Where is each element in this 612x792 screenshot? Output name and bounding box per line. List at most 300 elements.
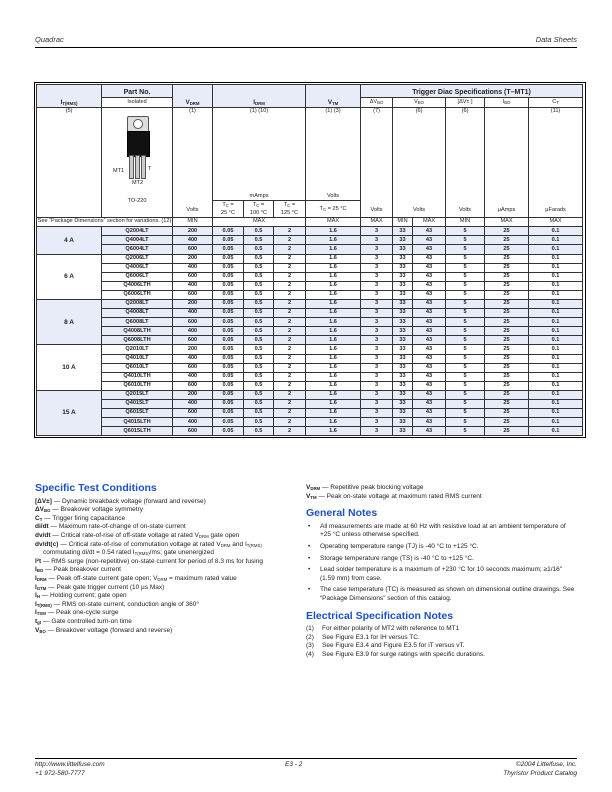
value-cell: 3	[361, 381, 393, 390]
value-cell: 1.6	[306, 245, 361, 254]
col-ct: CT	[529, 98, 583, 107]
value-cell: 400	[173, 263, 213, 272]
part-number-cell: Q2008LT	[102, 299, 173, 308]
table-row	[37, 418, 583, 427]
value-cell: 0.05	[213, 390, 244, 399]
value-cell: 43	[413, 345, 446, 354]
part-number-cell: Q4006LTH	[102, 281, 173, 290]
note-it-rms: (5)	[37, 107, 102, 218]
value-cell: 25	[485, 427, 529, 436]
general-notes-title: General Notes	[306, 507, 378, 520]
value-cell: 0.1	[529, 409, 583, 418]
value-cell: 33	[393, 281, 413, 290]
value-cell: 33	[393, 372, 413, 381]
definition-item: [ΔV±] — Dynamic breakback voltage (forward and reverse)	[35, 497, 206, 505]
value-cell: 1.6	[306, 281, 361, 290]
footer-phone: +1 972-580-7777	[35, 769, 85, 777]
value-cell: 1.6	[306, 336, 361, 345]
part-number-cell: Q2004LT	[102, 227, 173, 236]
spec-table-body	[37, 227, 583, 436]
value-cell: 1.6	[306, 272, 361, 281]
value-cell: 0.1	[529, 345, 583, 354]
value-cell: 3	[361, 272, 393, 281]
test-conditions-list-continued	[306, 484, 578, 501]
value-cell: 25	[485, 336, 529, 345]
value-cell: 2	[274, 400, 306, 409]
value-cell: 1.6	[306, 263, 361, 272]
package-cell	[102, 107, 173, 218]
col-vdrm: VDRM	[173, 85, 213, 108]
limit-ibo: MAX	[485, 218, 529, 227]
value-cell: 2	[274, 354, 306, 363]
table-row	[37, 290, 583, 299]
value-cell: 5	[446, 254, 485, 263]
value-cell: 0.05	[213, 418, 244, 427]
value-cell: 0.1	[529, 354, 583, 363]
value-cell: 2	[274, 290, 306, 299]
value-cell: 3	[361, 363, 393, 372]
table-row	[37, 318, 583, 327]
definition-item: di/dt — Maximum rate-of-change of on-state current	[35, 523, 186, 531]
value-cell: 0.5	[244, 245, 274, 254]
value-cell: 2	[274, 227, 306, 236]
value-cell: 25	[485, 345, 529, 354]
value-cell: 2	[274, 363, 306, 372]
value-cell: 3	[361, 427, 393, 436]
value-cell: 2	[274, 409, 306, 418]
limit-dvbo: MAX	[361, 218, 393, 227]
electrical-note: (1) For either polarity of MT2 with reference to MT1	[306, 625, 460, 633]
value-cell: 43	[413, 381, 446, 390]
value-cell: 200	[173, 299, 213, 308]
value-cell: 1.6	[306, 318, 361, 327]
definition-item: I²t — RMS surge (non-repetitive) on-state current for period of 8.3 ms for fusing	[35, 557, 263, 565]
value-cell: 400	[173, 236, 213, 245]
part-number-cell: Q2006LT	[102, 254, 173, 263]
value-cell: 43	[413, 236, 446, 245]
value-cell: 43	[413, 418, 446, 427]
value-cell: 3	[361, 345, 393, 354]
part-number-cell: Q4004LT	[102, 236, 173, 245]
note-vtm	[306, 107, 361, 201]
definition-item: IT(RMS) — RMS on-state current, conduction angle of 360°	[35, 600, 199, 608]
value-cell: 5	[446, 281, 485, 290]
value-cell: 25	[485, 290, 529, 299]
unit-ibo: µAmps	[497, 206, 516, 213]
part-number-cell: Q2015LT	[102, 390, 173, 399]
value-cell: 25	[485, 363, 529, 372]
table-row	[37, 390, 583, 399]
value-cell: 3	[361, 318, 393, 327]
value-cell: 0.05	[213, 427, 244, 436]
part-number-cell: Q4010LTH	[102, 372, 173, 381]
value-cell: 33	[393, 309, 413, 318]
unit-idrm: mAmps	[249, 192, 269, 199]
header-doc-type: Data Sheets	[535, 35, 577, 44]
value-cell: 5	[446, 309, 485, 318]
value-cell: 25	[485, 281, 529, 290]
definition-item: IH — Holding current; gate open	[35, 592, 127, 600]
value-cell: 5	[446, 381, 485, 390]
value-cell: 0.1	[529, 400, 583, 409]
value-cell: 25	[485, 245, 529, 254]
table-row	[37, 245, 583, 254]
value-cell: 43	[413, 245, 446, 254]
general-notes-list	[306, 523, 578, 604]
value-cell: 600	[173, 336, 213, 345]
value-cell: 33	[393, 327, 413, 336]
current-rating-cell: 10 A	[37, 345, 102, 390]
value-cell: 5	[446, 272, 485, 281]
value-cell: 2	[274, 427, 306, 436]
value-cell: 25	[485, 299, 529, 308]
value-cell: 0.05	[213, 245, 244, 254]
value-cell: 2	[274, 254, 306, 263]
part-number-cell: Q6008LTH	[102, 336, 173, 345]
value-cell: 0.05	[213, 336, 244, 345]
col-ibo: IBO	[485, 98, 529, 107]
value-cell: 5	[446, 390, 485, 399]
value-cell: 43	[413, 299, 446, 308]
value-cell: 5	[446, 418, 485, 427]
value-cell: 1.6	[306, 372, 361, 381]
value-cell: 0.1	[529, 372, 583, 381]
value-cell: 43	[413, 372, 446, 381]
part-number-cell: Q4008LTH	[102, 327, 173, 336]
table-row	[37, 236, 583, 245]
limit-vbo-max: MAX	[413, 218, 446, 227]
value-cell: 0.5	[244, 427, 274, 436]
value-cell: 33	[393, 263, 413, 272]
definition-item: VBO — Breakover voltage (forward and reverse)	[35, 626, 173, 634]
value-cell: 5	[446, 336, 485, 345]
value-cell: 25	[485, 372, 529, 381]
value-cell: 5	[446, 236, 485, 245]
value-cell: 0.1	[529, 381, 583, 390]
note-idrm	[213, 107, 306, 201]
table-row	[37, 227, 583, 236]
value-cell: 3	[361, 290, 393, 299]
value-cell: 0.1	[529, 290, 583, 299]
electrical-notes-list	[306, 625, 578, 659]
value-cell: 3	[361, 254, 393, 263]
value-cell: 400	[173, 327, 213, 336]
table-row	[37, 272, 583, 281]
value-cell: 33	[393, 409, 413, 418]
value-cell: 25	[485, 327, 529, 336]
value-cell: 0.1	[529, 336, 583, 345]
value-cell: 1.6	[306, 309, 361, 318]
table-row	[37, 372, 583, 381]
value-cell: 0.5	[244, 390, 274, 399]
value-cell: 5	[446, 363, 485, 372]
value-cell: 2	[274, 372, 306, 381]
value-cell: 2	[274, 299, 306, 308]
value-cell: 33	[393, 245, 413, 254]
pin-mt1-label: MT1	[113, 167, 124, 174]
note-ct	[529, 107, 583, 218]
spec-table-frame	[34, 82, 586, 438]
value-cell: 3	[361, 400, 393, 409]
value-cell: 5	[446, 245, 485, 254]
value-cell: 0.05	[213, 318, 244, 327]
value-cell: 43	[413, 336, 446, 345]
unit-ct: µFarads	[545, 206, 566, 213]
value-cell: 0.1	[529, 272, 583, 281]
value-cell: 0.1	[529, 299, 583, 308]
value-cell: 0.1	[529, 318, 583, 327]
left-column	[35, 484, 295, 635]
electrical-notes-title: Electrical Specification Notes	[306, 609, 454, 622]
value-cell: 43	[413, 281, 446, 290]
value-cell: 1.6	[306, 427, 361, 436]
value-cell: 0.1	[529, 227, 583, 236]
footer-copyright: ©2004 Littelfuse, Inc.	[515, 761, 577, 768]
value-cell: 33	[393, 363, 413, 372]
value-cell: 600	[173, 427, 213, 436]
value-cell: 0.05	[213, 354, 244, 363]
value-cell: 25	[485, 400, 529, 409]
value-cell: 200	[173, 254, 213, 263]
table-row	[37, 336, 583, 345]
value-cell: 5	[446, 263, 485, 272]
part-number-cell: Q2010LT	[102, 345, 173, 354]
current-rating-cell: 4 A	[37, 227, 102, 254]
value-cell: 43	[413, 327, 446, 336]
value-cell: 0.1	[529, 390, 583, 399]
value-cell: 0.05	[213, 345, 244, 354]
table-row	[37, 363, 583, 372]
value-cell: 400	[173, 281, 213, 290]
value-cell: 200	[173, 345, 213, 354]
value-cell: 0.5	[244, 409, 274, 418]
value-cell: 200	[173, 227, 213, 236]
spec-table	[36, 84, 583, 436]
value-cell: 5	[446, 318, 485, 327]
value-cell: 3	[361, 336, 393, 345]
value-cell: 3	[361, 372, 393, 381]
table-row	[37, 263, 583, 272]
test-conditions-list	[35, 498, 295, 636]
value-cell: 2	[274, 263, 306, 272]
value-cell: 600	[173, 245, 213, 254]
value-cell: 2	[274, 418, 306, 427]
value-cell: 0.1	[529, 263, 583, 272]
value-cell: 43	[413, 227, 446, 236]
table-row	[37, 299, 583, 308]
value-cell: 0.1	[529, 363, 583, 372]
value-cell: 33	[393, 254, 413, 263]
definition-item: dv/dt(c) — Critical rate-of-rise of commutation voltage at rated VDRM and IT(RMS) commutating di/dt = 0.54 rated IT(RMS)/ms; gate unenergized	[35, 540, 262, 557]
value-cell: 43	[413, 254, 446, 263]
value-cell: 3	[361, 299, 393, 308]
value-cell: 0.05	[213, 227, 244, 236]
table-row	[37, 381, 583, 390]
part-number-cell: Q6008LT	[102, 318, 173, 327]
value-cell: 43	[413, 390, 446, 399]
definition-item: dv/dt — Critical rate-of-rise of off-state voltage at rated VDRM gate open	[35, 531, 240, 539]
value-cell: 43	[413, 263, 446, 272]
value-cell: 33	[393, 400, 413, 409]
value-cell: 25	[485, 318, 529, 327]
note-dvbo-text: (7)	[373, 107, 380, 114]
tc-125: TC = 125 °C	[274, 201, 306, 218]
table-row	[37, 309, 583, 318]
value-cell: 0.05	[213, 254, 244, 263]
part-number-cell: Q6006LTH	[102, 290, 173, 299]
value-cell: 33	[393, 272, 413, 281]
limit-ct: MAX	[529, 218, 583, 227]
value-cell: 25	[485, 354, 529, 363]
value-cell: 3	[361, 236, 393, 245]
unit-dvbo: Volts	[370, 206, 383, 213]
value-cell: 0.05	[213, 409, 244, 418]
value-cell: 33	[393, 318, 413, 327]
value-cell: 400	[173, 354, 213, 363]
value-cell: 43	[413, 309, 446, 318]
value-cell: 0.5	[244, 309, 274, 318]
value-cell: 5	[446, 372, 485, 381]
value-cell: 33	[393, 299, 413, 308]
col-it-rms: IT(RMS)	[37, 85, 102, 108]
value-cell: 0.1	[529, 281, 583, 290]
value-cell: 0.5	[244, 227, 274, 236]
test-conditions-title: Specific Test Conditions	[35, 482, 157, 494]
value-cell: 2	[274, 281, 306, 290]
footer-catalog: Thyristor Product Catalog	[503, 769, 577, 777]
value-cell: 33	[393, 427, 413, 436]
value-cell: 0.05	[213, 400, 244, 409]
value-cell: 0.5	[244, 354, 274, 363]
definition-item: ITSM — Peak one-cycle surge	[35, 609, 119, 617]
value-cell: 2	[274, 381, 306, 390]
footer-rule	[35, 758, 577, 759]
table-row	[37, 281, 583, 290]
value-cell: 43	[413, 427, 446, 436]
value-cell: 5	[446, 345, 485, 354]
value-cell: 1.6	[306, 299, 361, 308]
current-rating-cell: 8 A	[37, 299, 102, 344]
electrical-note: (3) See Figure E3.4 and Figure E3.5 for iT versus vT.	[306, 642, 465, 650]
header-section-title: Quadrac	[35, 35, 64, 44]
value-cell: 0.5	[244, 290, 274, 299]
to220-package-icon	[113, 116, 157, 188]
value-cell: 0.5	[244, 381, 274, 390]
value-cell: 200	[173, 390, 213, 399]
unit-vbo: Volts	[412, 206, 426, 213]
value-cell: 3	[361, 263, 393, 272]
part-number-cell: Q4015LT	[102, 400, 173, 409]
value-cell: 0.1	[529, 327, 583, 336]
trigger-diac-title: Trigger Diac Specifications (T–MT1)	[361, 85, 583, 98]
table-row	[37, 327, 583, 336]
note-vbo	[393, 107, 446, 218]
value-cell: 25	[485, 381, 529, 390]
value-cell: 0.5	[244, 318, 274, 327]
value-cell: 0.05	[213, 263, 244, 272]
value-cell: 5	[446, 400, 485, 409]
part-number-cell: Q6006LT	[102, 272, 173, 281]
part-number-cell: Q4006LT	[102, 263, 173, 272]
value-cell: 3	[361, 354, 393, 363]
footer-url-link[interactable]: http://www.littelfuse.com	[35, 761, 105, 768]
note-vdrm	[173, 107, 213, 218]
value-cell: 3	[361, 390, 393, 399]
pin-mt2-label: MT2	[132, 179, 143, 186]
value-cell: 5	[446, 227, 485, 236]
definition-item: VDRM — Repetitive peak blocking voltage	[306, 484, 424, 491]
note-ct-text: (11)	[550, 107, 561, 114]
value-cell: 43	[413, 363, 446, 372]
value-cell: 25	[485, 227, 529, 236]
general-note: • Lead solder temperature is a maximum of +230 °C for 10 seconds maximum; ≥1/16" (1.59 mm) from case.	[306, 566, 578, 583]
value-cell: 0.05	[213, 327, 244, 336]
value-cell: 400	[173, 372, 213, 381]
part-number-cell: Q6010LT	[102, 363, 173, 372]
value-cell: 0.1	[529, 427, 583, 436]
table-row	[37, 409, 583, 418]
part-number-cell: Q4008LT	[102, 309, 173, 318]
value-cell: 1.6	[306, 236, 361, 245]
note-idrm-text: (1) (10)	[249, 107, 269, 114]
value-cell: 1.6	[306, 381, 361, 390]
value-cell: 43	[413, 272, 446, 281]
value-cell: 0.1	[529, 236, 583, 245]
value-cell: 5	[446, 409, 485, 418]
current-rating-cell: 15 A	[37, 390, 102, 435]
package-dimensions-note: See “Package Dimensions” section for variations. (12)	[37, 218, 173, 227]
value-cell: 0.05	[213, 290, 244, 299]
value-cell: 43	[413, 409, 446, 418]
value-cell: 43	[413, 400, 446, 409]
value-cell: 0.05	[213, 363, 244, 372]
general-note: • Storage temperature range (TS) is -40 °C to +125 °C.	[306, 555, 578, 564]
value-cell: 1.6	[306, 400, 361, 409]
footer-right	[503, 761, 577, 778]
definition-item: ΔVBO — Breakover voltage symmetry	[35, 506, 143, 514]
value-cell: 1.6	[306, 390, 361, 399]
value-cell: 3	[361, 309, 393, 318]
note-vtm-text: (1) (3)	[325, 107, 341, 114]
col-isolated: Isolated	[102, 98, 173, 107]
limit-vdrm: MIN	[173, 218, 213, 227]
value-cell: 0.5	[244, 272, 274, 281]
value-cell: 1.6	[306, 345, 361, 354]
definition-item: tgt — Gate controlled turn-on time	[35, 617, 132, 625]
value-cell: 0.5	[244, 372, 274, 381]
value-cell: 1.6	[306, 418, 361, 427]
value-cell: 2	[274, 236, 306, 245]
value-cell: 5	[446, 327, 485, 336]
unit-vtm: Volts	[326, 192, 340, 199]
value-cell: 33	[393, 236, 413, 245]
limit-vbo-min: MIN	[393, 218, 413, 227]
col-idrm: IDRM	[213, 85, 306, 108]
note-dvpm-text: (6)	[461, 107, 469, 114]
right-column	[306, 484, 578, 660]
col-vtm: VTM	[306, 85, 361, 108]
part-number-cell: Q6010LTH	[102, 381, 173, 390]
value-cell: 33	[393, 418, 413, 427]
value-cell: 5	[446, 290, 485, 299]
vtm-condition: TC = 25 °C	[306, 201, 361, 218]
general-note: • All measurements are made at 60 Hz with resistive load at an ambient temperature of +25 °C unless otherwise specified.	[306, 523, 578, 540]
value-cell: 2	[274, 390, 306, 399]
value-cell: 0.1	[529, 309, 583, 318]
value-cell: 2	[274, 327, 306, 336]
part-number-cell: Q6015LTH	[102, 427, 173, 436]
value-cell: 400	[173, 309, 213, 318]
